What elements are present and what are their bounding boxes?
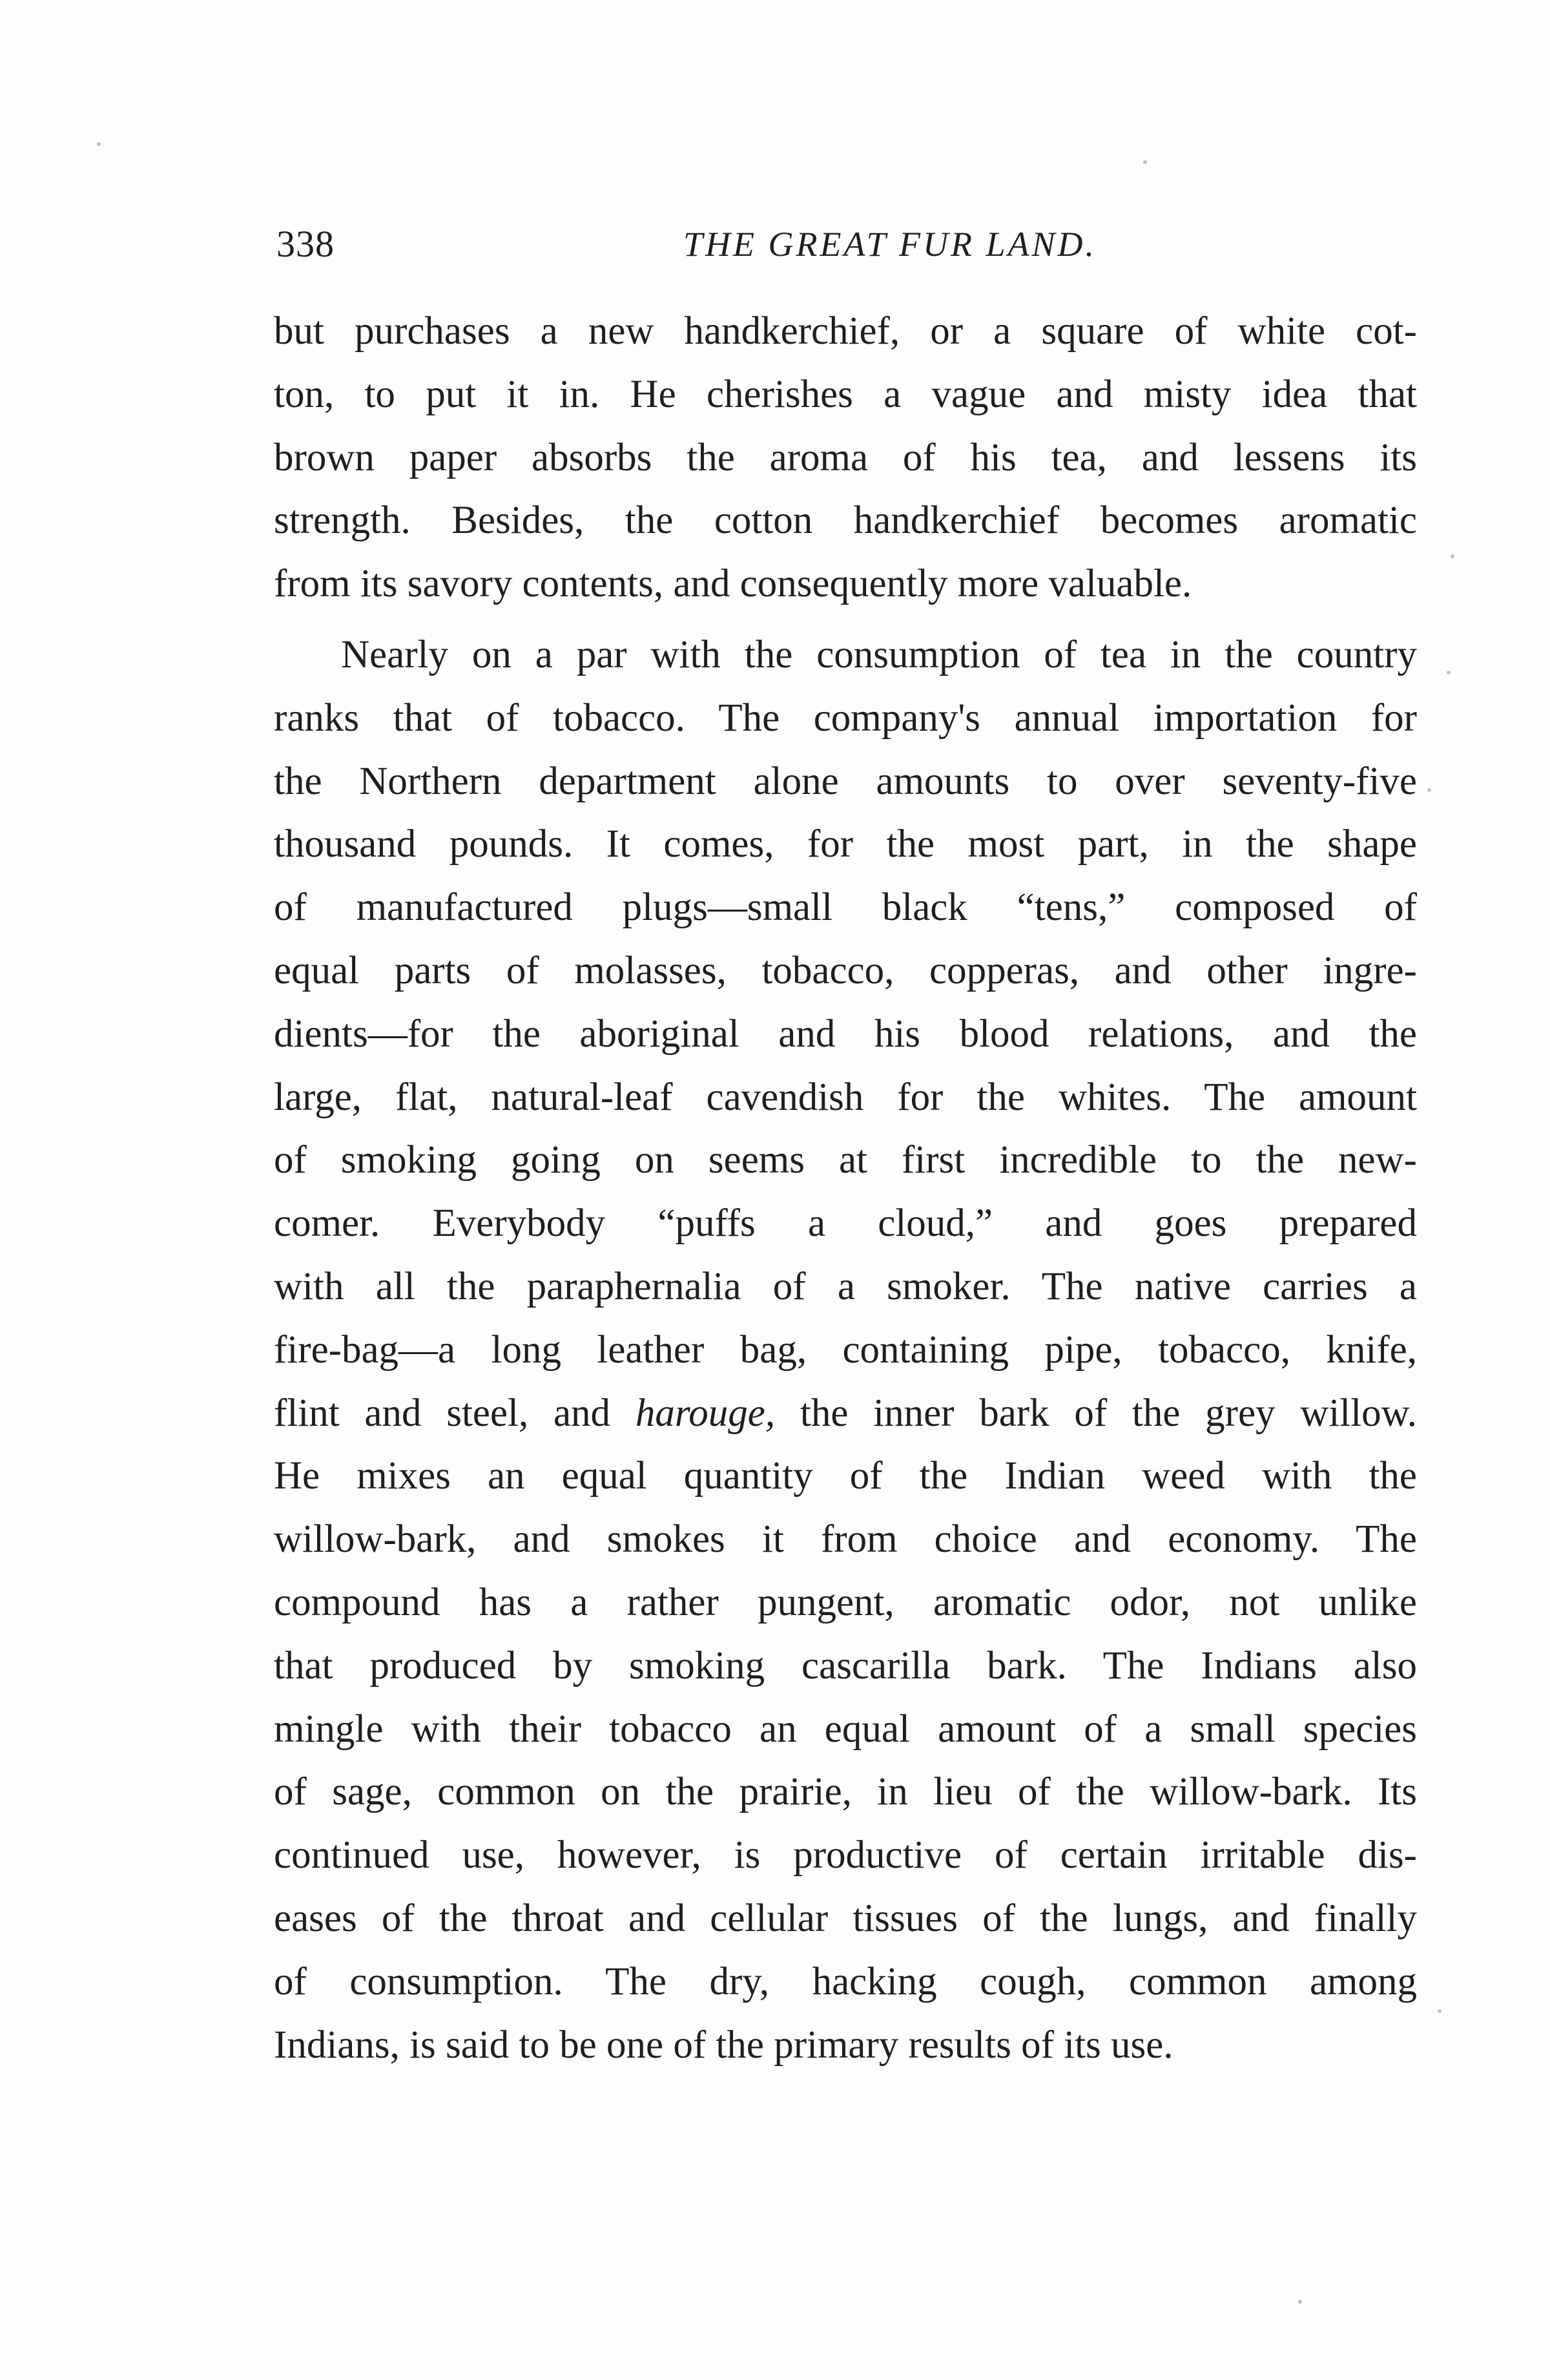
text-line: with all the paraphernalia of a smoker. The native carries a [274, 1264, 1417, 1308]
paper-speck [1143, 160, 1147, 164]
paper-speck [97, 142, 101, 146]
text-line: large, flat, natural-leaf cavendish for the whites. The amount [274, 1075, 1417, 1119]
text-line: willow-bark, and smokes it from choice and economy. The [274, 1518, 1417, 1561]
text-line: brown paper absorbs the aroma of his tea, and lessens its [274, 435, 1417, 479]
text-line: from its savory contents, and consequently more valuable. [274, 562, 1192, 606]
text-line: He mixes an equal quantity of the Indian weed with the [274, 1454, 1417, 1498]
text-line: strength. Besides, the cotton handkerchief becomes aromatic [274, 499, 1417, 543]
text-line: dients—for the aboriginal and his blood relations, and the [274, 1012, 1417, 1056]
text-line: ton, to put it in. He cherishes a vague and misty idea that [274, 372, 1417, 416]
text-line: Indians, is said to be one of the primary results of its use. [274, 2023, 1173, 2067]
text-line: fire-bag—a long leather bag, containing pipe, tobacco, knife, [274, 1328, 1417, 1372]
paper-speck [1438, 2009, 1442, 2013]
text-line: ranks that of tobacco. The company's annual importation for [274, 696, 1417, 740]
text-line: equal parts of molasses, tobacco, copperas, and other ingre- [274, 948, 1417, 992]
text-line: of sage, common on the prairie, in lieu of the willow-bark. Its [274, 1770, 1417, 1814]
text-line: Nearly on a par with the consumption of tea in the country [341, 632, 1417, 676]
text-line-with-italic [274, 1382, 1417, 1445]
text-line: but purchases a new handkerchief, or a square of white cot- [274, 309, 1417, 353]
text-line: eases of the throat and cellular tissues of the lungs, and finally [274, 1896, 1417, 1940]
text-line: of manufactured plugs—small black “tens,” composed of [274, 886, 1417, 930]
text-line: thousand pounds. It comes, for the most part, in the shape [274, 822, 1417, 866]
paragraph [274, 300, 1417, 616]
paper-speck [1451, 554, 1454, 558]
text-line: the Northern department alone amounts to over seventy-five [274, 759, 1417, 803]
running-title: THE GREAT FUR LAND. [683, 225, 1097, 264]
text-line: continued use, however, is productive of certain irritable dis- [274, 1833, 1417, 1877]
paper-speck [1427, 788, 1431, 792]
text-line: of consumption. The dry, hacking cough, common among [274, 1959, 1417, 2003]
text-line: that produced by smoking cascarilla bark. The Indians also [274, 1644, 1417, 1687]
text-line: compound has a rather pungent, aromatic odor, not unlike [274, 1580, 1417, 1624]
text-line: mingle with their tobacco an equal amount of a small species [274, 1707, 1417, 1751]
page-header [276, 218, 1413, 270]
italic-word: harouge, [635, 1391, 776, 1435]
paper-speck [1447, 671, 1451, 674]
text-segment: flint and steel, and [274, 1391, 611, 1435]
page-number: 338 [276, 223, 335, 265]
paper-speck [1298, 2300, 1302, 2304]
body-text [274, 300, 1417, 2076]
text-segment: the inner bark of the grey willow. [800, 1391, 1418, 1435]
text-line: comer. Everybody “puffs a cloud,” and goes prepared [274, 1202, 1417, 1246]
paragraph [274, 623, 1417, 2076]
text-line: of smoking going on seems at first incredible to the new- [274, 1138, 1417, 1182]
